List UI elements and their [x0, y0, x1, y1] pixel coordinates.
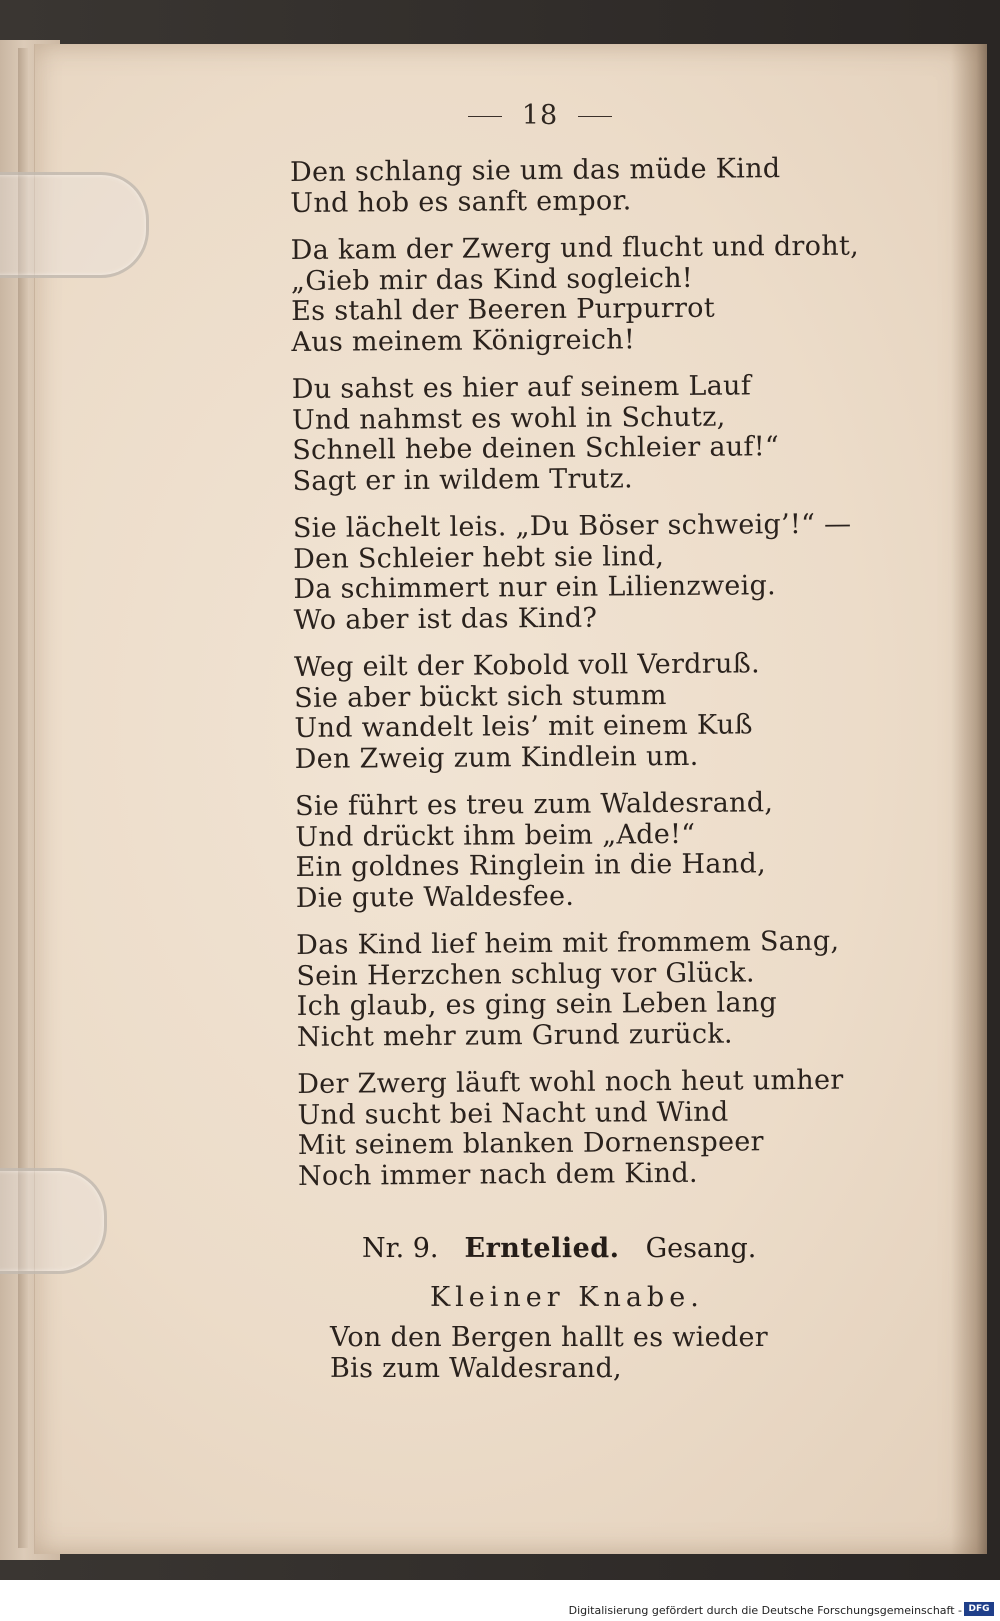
- poem-line: Mit seinem blanken Dornenspeer: [297, 1126, 764, 1161]
- header-dash-right: [578, 116, 612, 117]
- stanza: [293, 510, 854, 636]
- poem-line: Und sucht bei Nacht und Wind: [297, 1096, 729, 1131]
- poem-line: Da schimmert nur ein Lilienzweig.: [293, 570, 777, 605]
- song-title: Erntelied.: [464, 1233, 620, 1264]
- stanza: [296, 927, 857, 1053]
- poem-line: Das Kind lief heim mit frommem Sang,: [296, 925, 840, 961]
- page-gutter-shadow: [951, 44, 987, 1554]
- song-type: Gesang.: [645, 1233, 757, 1264]
- funding-notice: Digitalisierung gefördert durch die Deutsche Forschungsgemeinschaft -: [568, 1604, 962, 1617]
- poem-line: Sein Herzchen schlug vor Glück.: [296, 956, 755, 992]
- stanza: [297, 1066, 858, 1192]
- paper-clip-top: [0, 172, 149, 278]
- poem-line: Den schlang sie um das müde Kind: [289, 153, 781, 188]
- poem-line: Den Zweig zum Kindlein um.: [294, 740, 699, 775]
- stanza: [290, 154, 850, 219]
- poem-line: Noch immer nach dem Kind.: [297, 1157, 698, 1192]
- poem-line: Du sahst es hier auf seinem Lauf: [291, 370, 752, 405]
- poem-line: Sagt er in wildem Trutz.: [292, 462, 634, 497]
- stanza: [295, 788, 856, 914]
- poem-line: Ich glaub, es ging sein Leben lang: [296, 987, 778, 1022]
- song-number: Nr. 9.: [362, 1233, 439, 1264]
- song-verse: [330, 1322, 768, 1384]
- poem-line: Wo aber ist das Kind?: [293, 602, 598, 636]
- poem-body: [290, 154, 858, 1209]
- poem-line: Und hob es sanft empor.: [290, 184, 632, 219]
- stanza: [290, 230, 860, 358]
- poem-line: Da kam der Zwerg und flucht und droht,: [290, 230, 860, 266]
- poem-line: Es stahl der Beeren Purpurrot: [291, 292, 716, 327]
- speaker-label: Kleiner Knabe.: [430, 1282, 704, 1313]
- poem-line: Weg eilt der Kobold voll Verdruß.: [293, 648, 761, 683]
- poem-line: Und wandelt leis’ mit einem Kuß: [294, 709, 753, 744]
- song-heading: [362, 1233, 782, 1264]
- page-header: [0, 100, 1000, 131]
- paper-clip-bottom: [0, 1168, 107, 1274]
- poem-line: Sie aber bückt sich stumm: [294, 679, 667, 714]
- stanza: [294, 649, 855, 775]
- page-number: 18: [521, 100, 559, 131]
- poem-line: Ein goldnes Ringlein in die Hand,: [295, 848, 767, 883]
- poem-line: Nicht mehr zum Grund zurück.: [296, 1018, 733, 1053]
- header-dash-left: [468, 116, 502, 117]
- poem-line: Sie lächelt leis. „Du Böser schweig’!“ —: [292, 508, 852, 544]
- dfg-logo-icon: DFG: [964, 1602, 994, 1616]
- poem-line: Aus meinem Königreich!: [291, 323, 636, 358]
- stanza: [292, 371, 853, 497]
- poem-line: Und drückt ihm beim „Ade!“: [295, 818, 696, 853]
- poem-line: „Gieb mir das Kind sogleich!: [290, 262, 694, 297]
- poem-line: Schnell hebe deinen Schleier auf!“: [292, 431, 780, 466]
- poem-line: Die gute Waldesfee.: [295, 880, 575, 914]
- poem-line: Der Zwerg läuft wohl noch heut umher: [297, 1064, 844, 1100]
- song-line: Bis zum Waldesrand,: [330, 1353, 622, 1384]
- song-line: Von den Bergen hallt es wieder: [330, 1322, 768, 1353]
- poem-line: Den Schleier hebt sie lind,: [293, 540, 665, 575]
- poem-line: Und nahmst es wohl in Schutz,: [291, 401, 726, 436]
- poem-line: Sie führt es treu zum Waldesrand,: [294, 787, 774, 822]
